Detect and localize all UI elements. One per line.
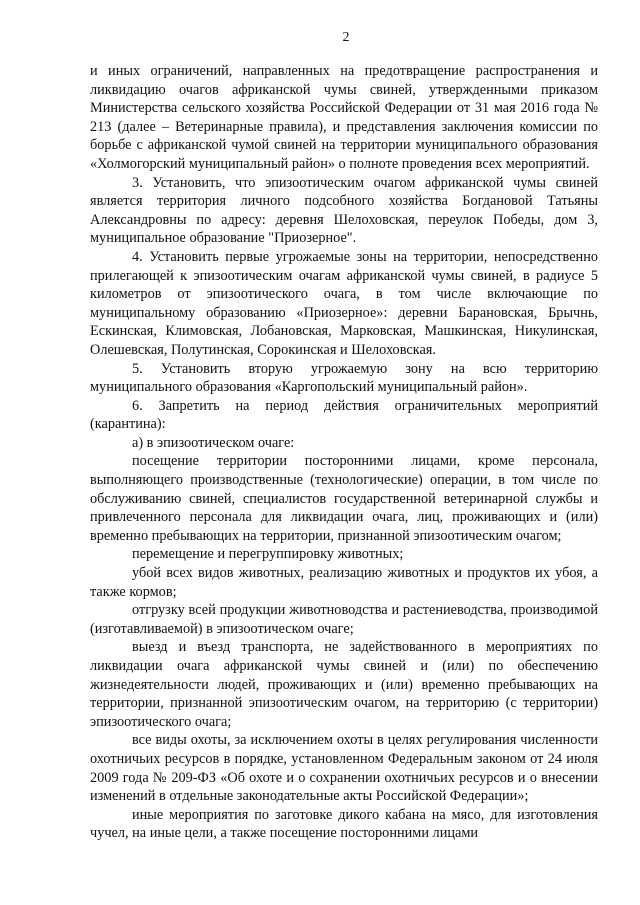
paragraph: 4. Установить первые угрожаемые зоны на территории, непосредственно прилегающей к эпизоотическим очагам африканской чумы свиней, в радиусе 5 километров от эпизоотического очага, в том числе включающие по муниципальному образованию «Приозерное»: деревни Барановская, Брычнь, Ескинская, Климовская, Лобановская, Марковская, Машкинская, Никулинская, Олешевская, Полутинская, Сорокинская и Шелоховская. <box>90 248 598 358</box>
document-page <box>90 30 598 843</box>
paragraph: а) в эпизоотическом очаге: <box>132 434 295 451</box>
page-number: 2 <box>342 30 350 45</box>
paragraph: все виды охоты, за исключением охоты в целях регулирования численности охотничьих ресурсов в порядке, установленном Федеральным законом от 24 июля 2009 года № 209-ФЗ «Об охоте и о сохранении охотничьих ресурсов и о внесении изменений в отдельные законодательные акты Российской Федерации»; <box>90 732 598 805</box>
paragraph: посещение территории посторонними лицами, кроме персонала, выполняющего производственные (технологические) операции, в том числе по обслуживанию свиней, специалистов государственной ветеринарной службы и привлеченного персонала для ликвидации очага, лиц, проживающих и (или) временно пребывающих на территории, признанной эпизоотическим очагом; <box>90 453 598 544</box>
paragraph: 6. Запретить на период действия ограничительных мероприятий (карантина): <box>90 397 598 433</box>
paragraph: отгрузку всей продукции животноводства и растениеводства, производимой (изготавливаемой) в эпизоотическом очаге; <box>90 602 598 637</box>
paragraph: выезд и въезд транспорта, не задействованного в мероприятиях по ликвидации очага африканской чумы свиней и (или) по обеспечению жизнедеятельности людей, проживающих и (или) временно пребывающих на территории, признанной эпизоотическим очагом, на территорию (с территории) эпизоотического очага; <box>90 639 598 730</box>
paragraph: 3. Установить, что эпизоотическим очагом африканской чумы свиней является территория личного подсобного хозяйства Богдановой Татьяны Александровны по адресу: деревня Шелоховская, переулок Победы, дом 3, муниципальное образование "Приозерное". <box>90 174 598 247</box>
paragraph: и иных ограничений, направленных на предотвращение распространения и ликвидацию очагов африканской чумы свиней, утвержденными приказом Министерства сельского хозяйства Российской Федерации от 31 мая 2016 года № 213 (далее – Ветеринарные правила), и представления заключения комиссии по борьбе с африканской чумой свиней на территории муниципального образования «Холмогорский муниципальный район» о полноте проведения всех мероприятий. <box>90 63 598 172</box>
paragraph: убой всех видов животных, реализацию животных и продуктов их убоя, а также кормов; <box>90 565 598 600</box>
paragraph: перемещение и перегруппировку животных; <box>132 546 404 563</box>
paragraph: 5. Установить вторую угрожаемую зону на всю территорию муниципального образования «Каргопольский муниципальный район». <box>90 360 598 396</box>
paragraph: иные мероприятия по заготовке дикого кабана на мясо, для изготовления чучел, на иные цели, а также посещение посторонними лицами <box>90 806 598 842</box>
document-body <box>90 62 598 843</box>
